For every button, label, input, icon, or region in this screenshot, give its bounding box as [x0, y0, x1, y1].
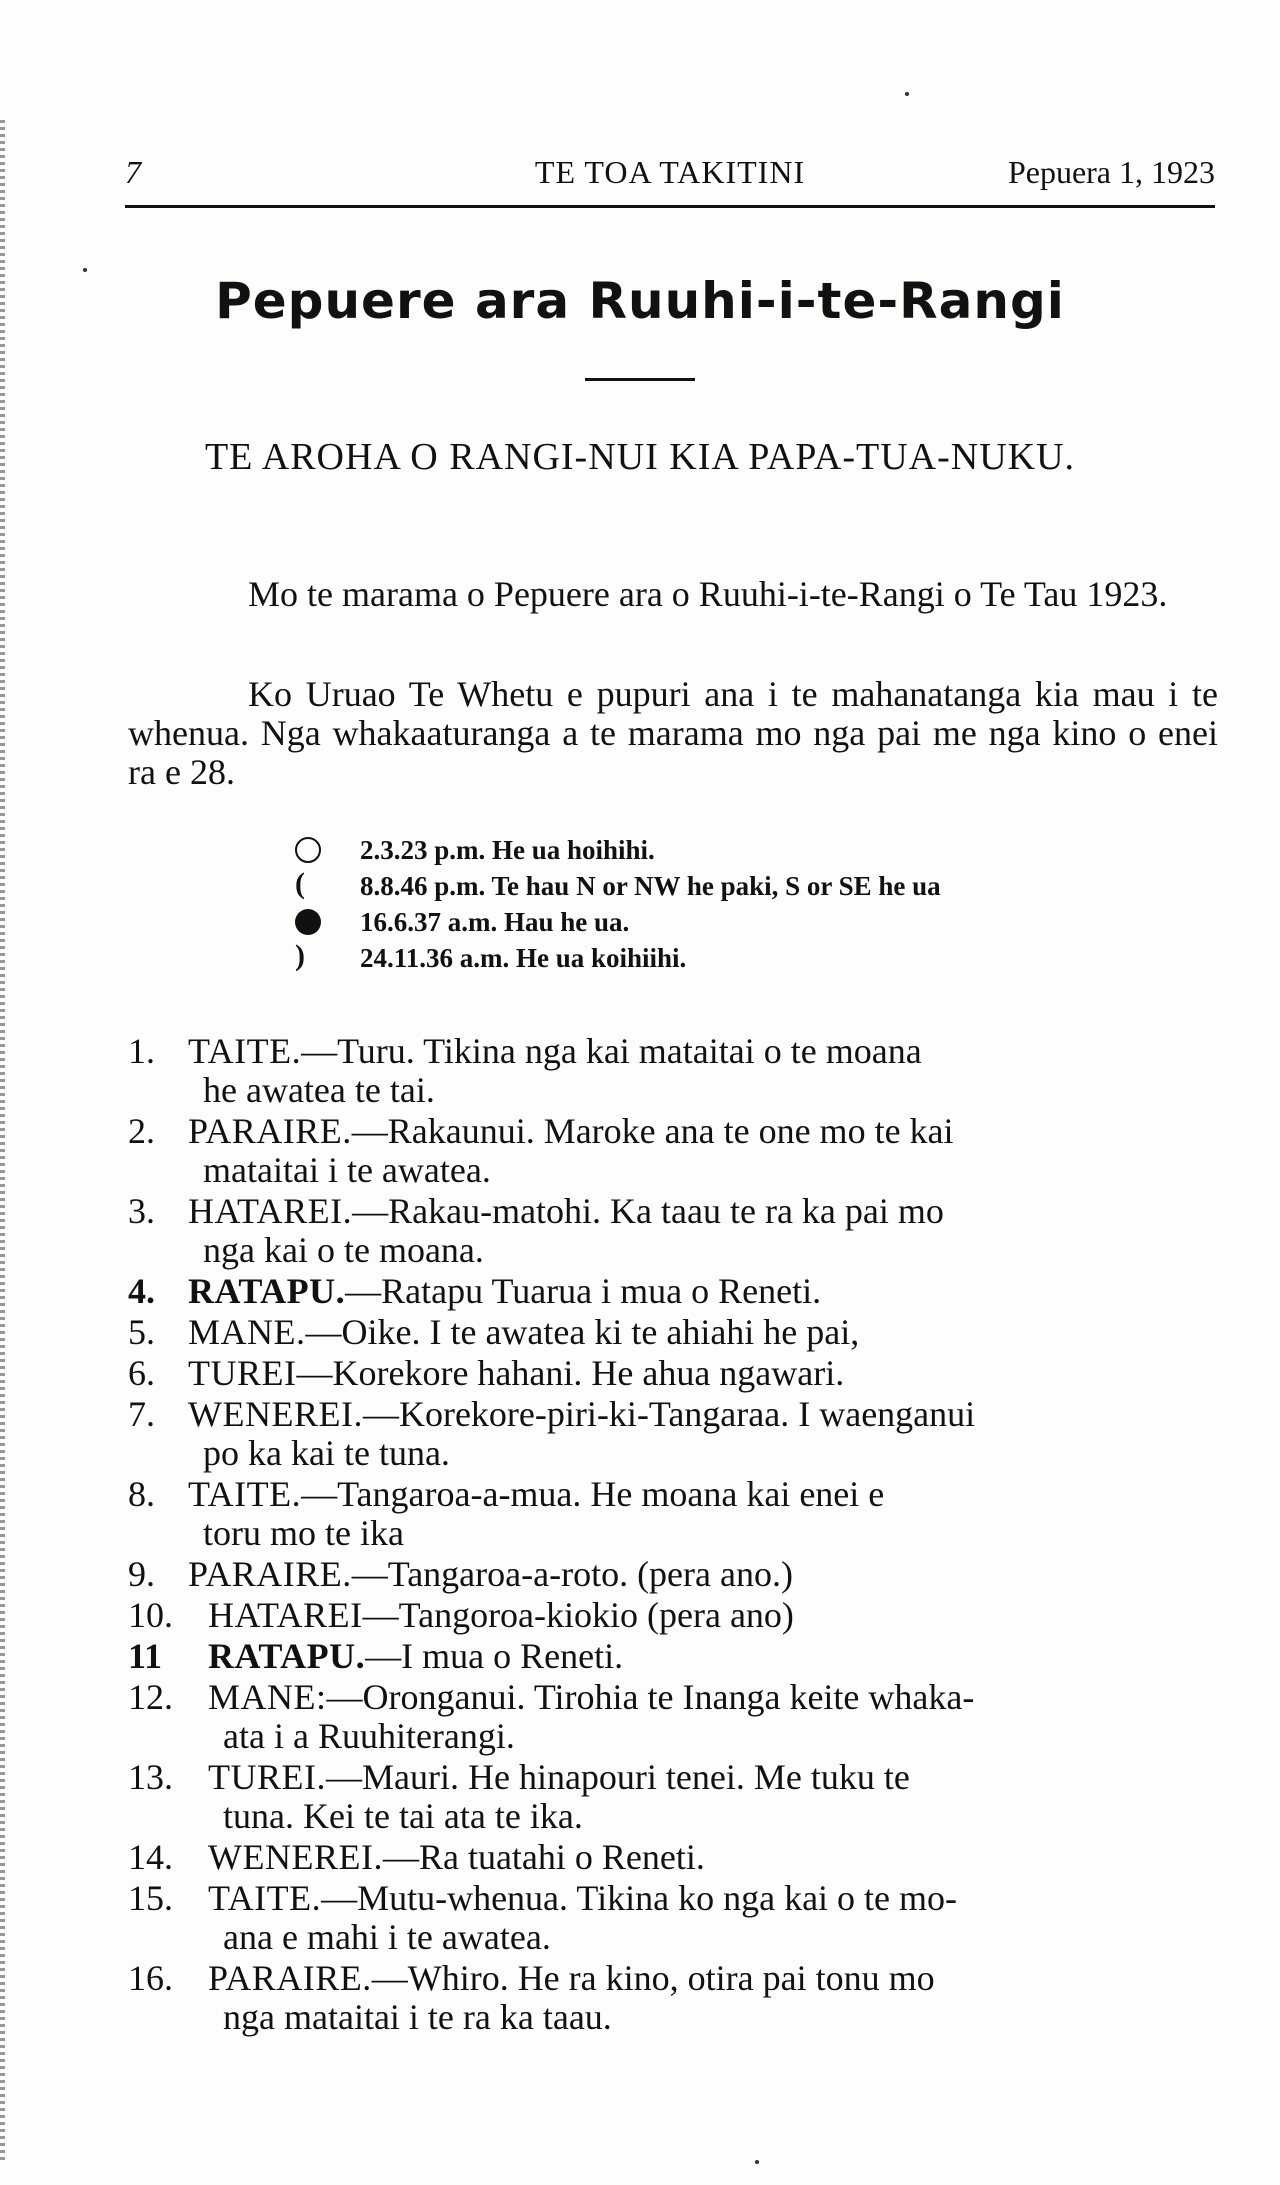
day-description-continued: nga mataitai i te ra ka taau. [223, 1997, 612, 2037]
day-text [188, 1354, 1228, 1393]
day-number: 4. [128, 1271, 155, 1311]
moon-phase-row [295, 868, 1195, 904]
day-text [208, 1637, 1228, 1676]
weekday-name: TAITE. [188, 1474, 302, 1514]
publication-title: TE TOA TAKITINI [534, 154, 806, 190]
day-description: —Tangaroa-a-mua. He moana kai enei e [301, 1474, 885, 1514]
day-description: —Oike. I te awatea ki te ahiahi he pai, [305, 1312, 860, 1352]
calendar-day-entry [128, 1475, 1228, 1553]
daily-calendar-list [128, 1032, 1228, 2039]
title-divider [585, 378, 695, 381]
weekday-name: TUREI. [208, 1757, 326, 1797]
weekday-name: PARAIRE. [188, 1554, 352, 1594]
moon-phase-text: 24.11.36 a.m. He ua koihiihi. [360, 943, 687, 973]
day-description: —Tangaroa-a-roto. (pera ano.) [351, 1554, 793, 1594]
day-number: 1. [128, 1031, 155, 1071]
weekday-name: TAITE. [188, 1031, 302, 1071]
intro-paragraph: Mo te marama o Pepuere ara o Ruuhi-i-te-Rangi o Te Tau 1923. [248, 574, 1168, 614]
calendar-day-entry [128, 1313, 1228, 1352]
day-text [208, 1879, 1228, 1957]
day-description: —Mauri. He hinapouri tenei. Me tuku te [325, 1757, 910, 1797]
weekday-name: WENEREI. [208, 1837, 383, 1877]
day-description-continued: toru mo te ika [203, 1513, 404, 1553]
day-description: —Mutu-whenua. Tikina ko nga kai o te mo- [321, 1878, 958, 1918]
weekday-name: RATAPU. [208, 1636, 366, 1676]
day-description: —Rakaunui. Maroke ana te one mo te kai [351, 1111, 954, 1151]
day-number: 5. [128, 1312, 155, 1352]
day-description-continued: ata i a Ruuhiterangi. [223, 1716, 515, 1756]
calendar-day-entry [128, 1272, 1228, 1311]
calendar-day-entry [128, 1112, 1228, 1190]
calendar-day-entry [128, 1192, 1228, 1270]
moon-phase-row [295, 832, 1195, 868]
weekday-name: PARAIRE. [208, 1958, 372, 1998]
day-description: —Ratapu Tuarua i mua o Reneti. [345, 1271, 822, 1311]
day-number: 7. [128, 1394, 155, 1434]
calendar-day-entry [128, 1758, 1228, 1836]
calendar-day-entry [128, 1678, 1228, 1756]
calendar-day-entry [128, 1596, 1228, 1635]
moon-phase-text: 2.3.23 p.m. He ua hoihihi. [360, 835, 655, 865]
moon-phase-row [295, 940, 1195, 976]
day-text [208, 1959, 1228, 2037]
calendar-day-entry [128, 1354, 1228, 1393]
day-description: —Turu. Tikina nga kai mataitai o te moana [301, 1031, 922, 1071]
calendar-day-entry [128, 1959, 1228, 2037]
day-text [208, 1758, 1228, 1836]
day-text [208, 1838, 1228, 1877]
day-number: 16. [128, 1958, 173, 1998]
calendar-day-entry [128, 1395, 1228, 1473]
uruao-paragraph: Ko Uruao Te Whetu e pupuri ana i te mahanatanga kia mau i te whenua. Nga whakaaturanga a te marama mo nga pai me nga kino o enei ra e 28. [128, 674, 1218, 792]
weekday-name: MANE: [208, 1677, 327, 1717]
day-number: 13. [128, 1757, 173, 1797]
day-text [208, 1596, 1228, 1635]
print-speck [905, 92, 909, 96]
new-moon-icon [295, 909, 321, 935]
weekday-name: MANE. [188, 1312, 306, 1352]
day-description-continued: he awatea te tai. [203, 1070, 435, 1110]
day-number: 2. [128, 1111, 155, 1151]
day-number: 12. [128, 1677, 173, 1717]
weekday-name: HATAREI. [188, 1191, 353, 1231]
day-text [188, 1395, 1228, 1473]
day-description-continued: tuna. Kei te tai ata te ika. [223, 1796, 583, 1836]
day-description: —Ra tuatahi o Reneti. [382, 1837, 705, 1877]
article-title: Pepuere ara Ruuhi-i-te-Rangi [215, 272, 1065, 330]
moon-phase-text: 8.8.46 p.m. Te hau N or NW he paki, S or SE he ua [360, 871, 941, 901]
header-rule [125, 205, 1215, 208]
weekday-name: PARAIRE. [188, 1111, 352, 1151]
calendar-day-entry [128, 1637, 1228, 1676]
day-description: —Korekore-piri-ki-Tangaraa. I waenganui [362, 1394, 976, 1434]
day-description-continued: nga kai o te moana. [203, 1230, 484, 1270]
page-edge-binding [0, 120, 5, 2160]
page-number: 7 [125, 154, 141, 190]
weekday-name: WENEREI. [188, 1394, 363, 1434]
day-description: —Oronganui. Tirohia te Inanga keite whaka- [326, 1677, 975, 1717]
first-quarter-moon-icon: ) [295, 939, 305, 972]
print-speck [755, 2160, 759, 2164]
day-description-continued: mataitai i te awatea. [203, 1150, 491, 1190]
issue-date: Pepuera 1, 1923 [1007, 154, 1215, 190]
calendar-day-entry [128, 1838, 1228, 1877]
day-description: —Whiro. He ra kino, otira pai tonu mo [371, 1958, 935, 1998]
day-text [188, 1555, 1228, 1594]
day-description-continued: ana e mahi i te awatea. [223, 1917, 551, 1957]
day-text [188, 1475, 1228, 1553]
day-description: —Tangoroa-kiokio (pera ano) [362, 1595, 794, 1635]
day-number: 6. [128, 1353, 155, 1393]
day-text [188, 1313, 1228, 1352]
day-text [188, 1112, 1228, 1190]
day-number: 15. [128, 1878, 173, 1918]
day-number: 8. [128, 1474, 155, 1514]
moon-phase-text: 16.6.37 a.m. Hau he ua. [360, 907, 630, 937]
weekday-name: RATAPU. [188, 1271, 346, 1311]
day-text [208, 1678, 1228, 1756]
day-text [188, 1272, 1228, 1311]
day-number: 10. [128, 1595, 173, 1635]
moon-phase-row [295, 904, 1195, 940]
full-moon-icon [295, 837, 321, 863]
calendar-day-entry [128, 1879, 1228, 1957]
moon-phase-list [295, 832, 1195, 976]
running-header [125, 150, 1215, 200]
day-text [188, 1032, 1228, 1110]
day-number: 11 [128, 1636, 163, 1676]
last-quarter-moon-icon: ( [295, 867, 305, 900]
day-text [188, 1192, 1228, 1270]
day-number: 3. [128, 1191, 155, 1231]
weekday-name: TUREI [188, 1353, 297, 1393]
calendar-day-entry [128, 1555, 1228, 1594]
subheading: TE AROHA O RANGI-NUI KIA PAPA-TUA-NUKU. [204, 436, 1076, 478]
day-description-continued: po ka kai te tuna. [203, 1433, 450, 1473]
day-description: —Rakau-matohi. Ka taau te ra ka pai mo [352, 1191, 944, 1231]
day-number: 9. [128, 1554, 155, 1594]
weekday-name: TAITE. [208, 1878, 322, 1918]
calendar-day-entry [128, 1032, 1228, 1110]
day-description: —Korekore hahani. He ahua ngawari. [296, 1353, 845, 1393]
weekday-name: HATAREI [208, 1595, 363, 1635]
day-description: —I mua o Reneti. [365, 1636, 624, 1676]
day-number: 14. [128, 1837, 173, 1877]
